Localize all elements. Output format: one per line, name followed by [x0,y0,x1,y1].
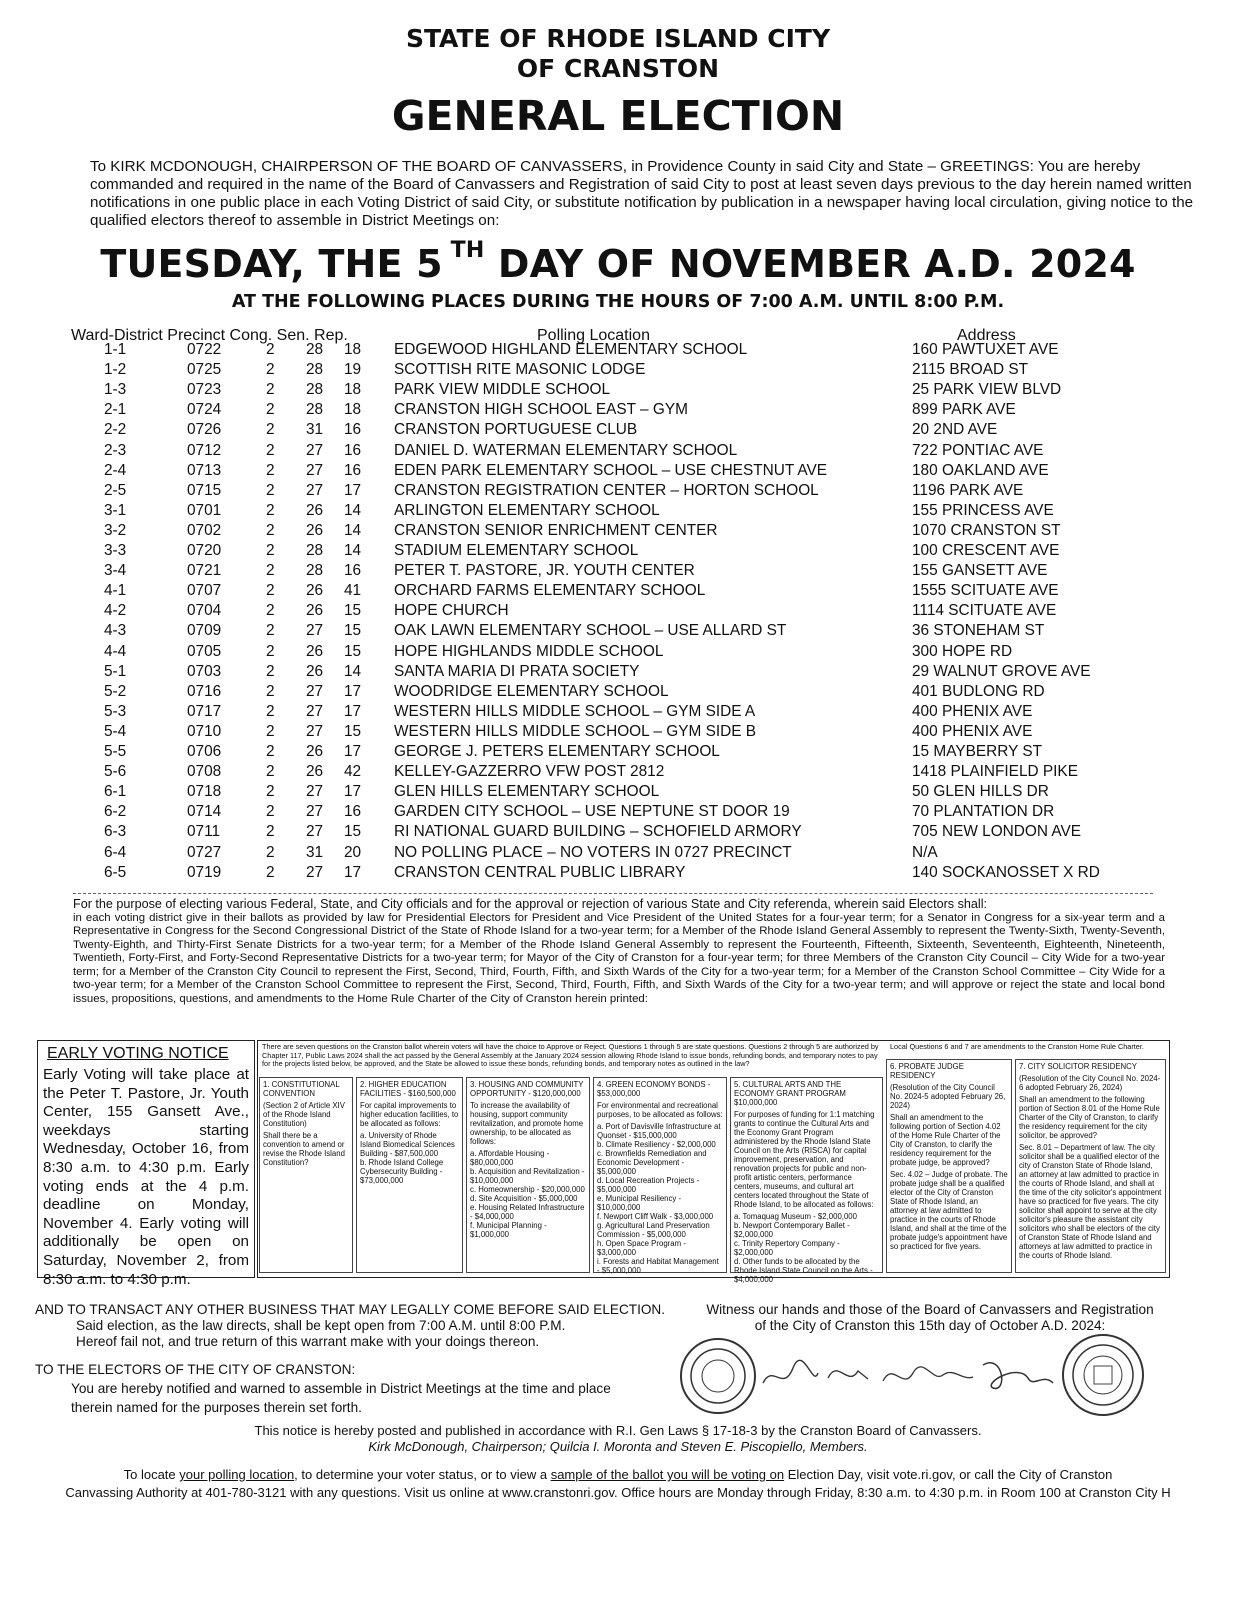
cell-cong: 2 [266,582,275,600]
cell-location: WOODRIDGE ELEMENTARY SCHOOL [394,682,669,700]
table-row [0,783,1236,803]
cell-address: 100 CRESCENT AVE [912,542,1060,559]
cell-sen: 26 [306,662,324,680]
cell-ward: 5-6 [104,763,127,781]
cell-precinct: 0713 [187,461,222,479]
cell-address: 1196 PARK AVE [912,481,1024,499]
cell-rep: 16 [344,461,362,479]
cell-ward: 3-4 [104,562,127,580]
cell-ward: 2-5 [104,481,127,499]
cell-cong: 2 [266,381,275,399]
table-row [0,401,1236,421]
purpose-intro: For the purpose of electing various Federal, State, and City officials and for the approval or rejection of various State and City referenda, wherein said Electors shall: [73,897,987,911]
cell-cong: 2 [266,722,275,740]
cell-location: GEORGE J. PETERS ELEMENTARY SCHOOL [394,743,720,760]
witness-paragraph: Witness our hands and those of the Board of Canvassers and Registration of the City of Cranston this 15th day of October A.D. 2024: [706,1302,1154,1333]
cell-cong: 2 [266,341,275,358]
cell-rep: 14 [344,662,362,680]
cell-location: EDEN PARK ELEMENTARY SCHOOL – USE CHESTNUT AVE [394,461,828,479]
cell-sen: 27 [306,481,324,499]
cell-rep: 17 [344,863,362,881]
cell-rep: 15 [344,602,362,620]
footer-info: To locate your polling location, to determine your voter status, or to view a sample of the ballot you will be voting on Election Day, visit vote.ri.gov, or call the City of Cranston Canvassing Authority at 401-780-3121 with any questions. Visit us online at www.cranstonri.gov. Office hours are Monday through Friday, 8:30 a.m. to 4:30 p.m. in Room 100 at Cranston City H [65,1467,1171,1500]
table-row [0,502,1236,522]
cell-sen: 28 [306,341,324,358]
cell-sen: 27 [306,622,324,640]
cell-location: CRANSTON HIGH SCHOOL EAST – GYM [394,401,688,419]
cell-rep: 18 [344,401,362,419]
cell-ward: 5-4 [104,722,127,740]
question-4: 4. GREEN ECONOMY BONDS - $53,000,000 For environmental and recreational purposes, to be allocated as follows: a. Port of Davisville Infrastructure at Quonset - $15,000,000 b. Climate Resiliency - $2,000,000 c. Brownfields Remediation and Economic Development - $5,000,000 d. Local Recreation Projects - $5,000,000 e. Municipal Resiliency - $10,000,000 f. Newport Cliff Walk - $3,000,000 g. Agricultural Land Preservation Commission - $5,000,000 h. Open Space Program - $3,000,000 i. Forests and Habitat Management - $5,000,000 [593,1077,727,1273]
question-2: 2. HIGHER EDUCATION FACILITIES - $160,500,000 For capital improvements to higher education facilities, to be allocated as follows: a. University of Rhode Island Biomedical Sciences Building - $87,500,000 b. Rhode Island College Cybersecurity Building - $73,000,000 [356,1077,463,1273]
cell-location: EDGEWOOD HIGHLAND ELEMENTARY SCHOOL [394,341,748,358]
cell-address: 155 PRINCESS AVE [912,501,1054,519]
cell-rep: 16 [344,562,362,580]
cell-cong: 2 [266,783,275,801]
cell-rep: 15 [344,722,362,740]
cell-sen: 27 [306,863,324,881]
table-row [0,643,1236,663]
cell-rep: 17 [344,743,362,760]
cell-precinct: 0726 [187,421,222,439]
table-row [0,522,1236,542]
cell-ward: 4-1 [104,582,127,600]
electors-paragraph: TO THE ELECTORS OF THE CITY OF CRANSTON: You are hereby notified and warned to assemble in District Meetings at the time and place therein named for the purposes therein set forth. [35,1362,611,1415]
cell-rep: 16 [344,441,362,459]
cell-precinct: 0702 [187,521,222,539]
question-item: d. Site Acquisition - $5,000,000 [470,1194,578,1203]
cell-address: 15 MAYBERRY ST [912,743,1043,760]
table-row [0,663,1236,683]
divider [73,893,1153,894]
cell-ward: 5-2 [104,682,127,700]
cell-address: 401 BUDLONG RD [912,682,1045,700]
cell-cong: 2 [266,401,275,419]
cell-address: 899 PARK AVE [912,401,1016,419]
cell-rep: 17 [344,702,362,720]
table-row [0,602,1236,622]
cell-address: 1418 PLAINFIELD PIKE [912,763,1078,781]
signatures-icon [758,1343,1058,1405]
table-row [0,482,1236,502]
question-item: d. Local Recreation Projects - $5,000,000 [597,1176,700,1194]
table-head-location: Polling Location [537,327,650,344]
table-row [0,743,1236,763]
question-item: c. Trinity Repertory Company - $2,000,000 [734,1239,840,1257]
table-row [0,381,1236,401]
cell-ward: 2-1 [104,401,127,419]
cell-precinct: 0717 [187,702,222,720]
cell-precinct: 0712 [187,441,222,459]
question-item: a. Tomaquag Museum - $2,000,000 [734,1212,857,1221]
cell-location: CRANSTON PORTUGUESE CLUB [394,421,638,439]
cell-cong: 2 [266,823,275,841]
table-row [0,864,1236,884]
cell-precinct: 0720 [187,542,222,559]
cell-location: PARK VIEW MIDDLE SCHOOL [394,381,611,399]
cell-address: 36 STONEHAM ST [912,622,1045,640]
election-date: TUESDAY, THE 5 $^{TH}$ DAY OF NOVEMBER A.D. 2024 [100,238,1136,286]
early-voting-title: EARLY VOTING NOTICE [47,1045,229,1062]
cell-address: 1555 SCITUATE AVE [912,582,1059,600]
cell-address: 140 SOCKANOSSET X RD [912,863,1100,881]
table-row [0,361,1236,381]
cell-precinct: 0708 [187,763,222,781]
cell-ward: 6-1 [104,783,127,801]
cell-address: 722 PONTIAC AVE [912,441,1044,459]
question-6: 6. PROBATE JUDGE RESIDENCY (Resolution of the City Council No. 2024-5 adopted February 26, 2024) Shall an amendment to the following portion of Section 4.02 of the Home Rule Charter of the City of Cranston, to clarify the residency requirement for the probate judge, be approved? Sec. 4.02 – Judge of probate. The probate judge shall be a qualified elector of the City of Cranston State of Rhode Island, an attorney at law admitted to practice in the courts of Rhode Island, and shall at the time of the probate judge's appointment have so practiced for five years. [886,1059,1012,1273]
cell-location: ORCHARD FARMS ELEMENTARY SCHOOL [394,582,706,600]
cell-location: GARDEN CITY SCHOOL – USE NEPTUNE ST DOOR 19 [394,803,790,821]
cell-cong: 2 [266,622,275,640]
cell-cong: 2 [266,843,275,861]
cell-precinct: 0705 [187,642,222,660]
cell-location: HOPE HIGHLANDS MIDDLE SCHOOL [394,642,664,660]
question-3: 3. HOUSING AND COMMUNITY OPPORTUNITY - $120,000,000 To increase the availability of housing, support community revitalization, and promote home ownership, to be allocated as follows: a. Affordable Housing - $80,000,000 b. Acquisition and Revitalization - $10,000,000 c. Homeownership - $20,000,000 d. Site Acquisition - $5,000,000 e. Housing Related Infrastructure - $4,000,000 f. Municipal Planning - $1,000,000 [466,1077,590,1273]
question-item: g. Agricultural Land Preservation Commission - $5,000,000 [597,1221,710,1239]
question-item: d. Other funds to be allocated by the Rhode Island State Council on the Arts - $4,000,000 [734,1257,873,1284]
cell-precinct: 0704 [187,602,222,620]
question-item: a. Port of Davisville Infrastructure at Quonset - $15,000,000 [597,1122,721,1140]
cell-ward: 3-1 [104,501,127,519]
table-row [0,442,1236,462]
cell-sen: 31 [306,843,324,861]
question-item: f. Municipal Planning - $1,000,000 [470,1221,547,1239]
table-row [0,803,1236,823]
cell-address: N/A [912,843,938,861]
cell-sen: 26 [306,501,324,519]
cell-address: 180 OAKLAND AVE [912,461,1049,479]
table-row [0,844,1236,864]
cell-ward: 1-2 [104,361,127,379]
page-title: GENERAL ELECTION [391,92,845,140]
header-line-2: OF CRANSTON [516,54,720,83]
cell-precinct: 0723 [187,381,222,399]
cell-rep: 17 [344,682,362,700]
table-row [0,723,1236,743]
cell-address: 20 2ND AVE [912,421,998,439]
cell-sen: 31 [306,421,324,439]
cell-address: 705 NEW LONDON AVE [912,823,1082,841]
cell-rep: 20 [344,843,362,861]
question-item: b. Rhode Island College Cybersecurity Building - $73,000,000 [360,1158,444,1185]
question-item: h. Open Space Program - $3,000,000 [597,1239,686,1257]
cell-ward: 4-2 [104,602,127,620]
cell-rep: 17 [344,783,362,801]
polling-location-link[interactable]: your polling location [179,1467,295,1482]
cell-cong: 2 [266,421,275,439]
cell-rep: 14 [344,521,362,539]
cell-address: 160 PAWTUXET AVE [912,341,1059,358]
cell-sen: 27 [306,803,324,821]
table-row [0,421,1236,441]
cell-ward: 5-3 [104,702,127,720]
table-row [0,462,1236,482]
question-item: b. Newport Contemporary Ballet - $2,000,000 [734,1221,850,1239]
cell-precinct: 0706 [187,743,222,760]
question-item: b. Acquisition and Revitalization - $10,000,000 [470,1167,585,1185]
cell-cong: 2 [266,361,275,379]
cell-address: 2115 BROAD ST [912,361,1029,379]
table-head-left: Ward-District Precinct Cong. Sen. Rep. [71,327,348,344]
cell-precinct: 0719 [187,863,222,881]
cell-rep: 15 [344,823,362,841]
cell-sen: 27 [306,783,324,801]
cell-rep: 18 [344,381,362,399]
cell-ward: 6-3 [104,823,127,841]
cell-rep: 41 [344,582,362,600]
cell-ward: 1-3 [104,381,127,399]
cell-precinct: 0709 [187,622,222,640]
cell-location: SCOTTISH RITE MASONIC LODGE [394,361,646,379]
cell-sen: 27 [306,823,324,841]
question-5: 5. CULTURAL ARTS AND THE ECONOMY GRANT PROGRAM $10,000,000 For purposes of funding for 1:1 matching grants to continue the Cultural Arts and the Economy Grant Program administered by the Rhode Island State Council on the Arts (RISCA) for capital improvement, preservation, and renovation projects for public and non-profit artistic centers, performance centers, museums, and cultural art centers located throughout the State of Rhode Island, to be allocated as follows: a. Tomaquag Museum - $2,000,000 b. Newport Contemporary Ballet - $2,000,000 c. Trinity Repertory Company - $2,000,000 d. Other funds to be allocated by the Rhode Island State Council on the Arts - $4,000,000 [730,1077,883,1273]
cell-precinct: 0718 [187,783,222,801]
question-7: 7. CITY SOLICITOR RESIDENCY (Resolution of the City Council No. 2024-6 adopted February 26, 2024) Shall an amendment to the following portion of Section 8.01 of the Home Rule Charter of the City of Cranston, to clarify the residency requirement for the city solicitor, be approved? Sec. 8.01 – Department of law. The city solicitor shall be a qualified elector of the city of Cranston State of Rhode Island, an attorney at law admitted to practice in the courts of Rhode Island, and shall at the time of the city solicitor's appointment have so practiced for five years. The city solicitor shall appoint to serve at the city solicitor's pleasure the assistant city solicitors who shall be electors of the city of Cranston State of Rhode Island and attorneys at law admitted to practice in the courts of Rhode Island. [1015,1059,1166,1273]
cell-rep: 19 [344,361,362,379]
cell-address: 400 PHENIX AVE [912,702,1033,720]
cell-precinct: 0715 [187,481,222,499]
cell-sen: 26 [306,642,324,660]
cell-sen: 26 [306,602,324,620]
cell-cong: 2 [266,562,275,580]
cell-location: KELLEY-GAZZERRO VFW POST 2812 [394,763,665,781]
cell-rep: 17 [344,481,362,499]
cell-sen: 28 [306,361,324,379]
question-item: a. Affordable Housing - $80,000,000 [470,1149,550,1167]
cell-cong: 2 [266,461,275,479]
question-item: c. Homeownership - $20,000,000 [470,1185,585,1194]
cell-sen: 27 [306,461,324,479]
cell-ward: 4-4 [104,642,127,660]
table-row [0,341,1236,361]
cell-sen: 27 [306,722,324,740]
cell-precinct: 0707 [187,582,222,600]
cell-location: WESTERN HILLS MIDDLE SCHOOL – GYM SIDE A [394,702,756,720]
cell-cong: 2 [266,863,275,881]
ballot-questions-box [257,1040,1170,1284]
cell-cong: 2 [266,441,275,459]
cell-cong: 2 [266,803,275,821]
question-item: i. Forests and Habitat Management - $5,000,000 [597,1257,719,1275]
table-row [0,763,1236,783]
cell-sen: 26 [306,743,324,760]
local-questions-intro: Local Questions 6 and 7 are amendments to the Cranston Home Rule Charter. [890,1042,1144,1051]
cell-precinct: 0710 [187,722,222,740]
cell-cong: 2 [266,682,275,700]
cell-address: 1070 CRANSTON ST [912,521,1061,539]
city-seal-icon [1062,1334,1144,1416]
cell-rep: 18 [344,341,362,358]
question-item: c. Brownfields Remediation and Economic Development - $5,000,000 [597,1149,707,1176]
cell-sen: 27 [306,702,324,720]
cell-location: WESTERN HILLS MIDDLE SCHOOL – GYM SIDE B [394,722,757,740]
cell-location: NO POLLING PLACE – NO VOTERS IN 0727 PRECINCT [394,843,792,861]
cell-precinct: 0714 [187,803,222,821]
cell-precinct: 0701 [187,501,222,519]
table-row [0,683,1236,703]
table-row [0,622,1236,642]
cell-precinct: 0721 [187,562,222,580]
cell-precinct: 0711 [187,823,221,841]
table-row [0,703,1236,723]
cell-ward: 3-3 [104,542,127,559]
cell-location: GLEN HILLS ELEMENTARY SCHOOL [394,783,660,801]
cell-location: DANIEL D. WATERMAN ELEMENTARY SCHOOL [394,441,738,459]
cell-location: SANTA MARIA DI PRATA SOCIETY [394,662,640,680]
table-row [0,582,1236,602]
cell-cong: 2 [266,501,275,519]
cell-precinct: 0725 [187,361,222,379]
cell-ward: 6-5 [104,863,127,881]
cell-rep: 14 [344,501,362,519]
cell-rep: 16 [344,803,362,821]
question-item: a. University of Rhode Island Biomedical Sciences Building - $87,500,000 [360,1131,455,1158]
table-row [0,562,1236,582]
cell-cong: 2 [266,602,275,620]
cell-ward: 3-2 [104,521,127,539]
cell-sen: 26 [306,763,324,781]
cell-address: 50 GLEN HILLS DR [912,783,1049,801]
cell-ward: 4-3 [104,622,127,640]
cell-cong: 2 [266,743,275,760]
cell-location: CRANSTON REGISTRATION CENTER – HORTON SCHOOL [394,481,819,499]
transact-paragraph: AND TO TRANSACT ANY OTHER BUSINESS THAT MAY LEGALLY COME BEFORE SAID ELECTION. Said election, as the law directs, shall be kept open from 7:00 A.M. until 8:00 P.M. Hereof fail not, and true return of this warrant make with your doings thereon. [35,1302,666,1349]
cell-precinct: 0724 [187,401,222,419]
cell-sen: 28 [306,542,324,559]
question-item: f. Newport Cliff Walk - $3,000,000 [597,1212,714,1221]
purpose-paragraph [73,898,1165,1006]
cell-address: 1114 SCITUATE AVE [912,602,1057,620]
cell-rep: 14 [344,542,362,559]
cell-sen: 28 [306,381,324,399]
early-voting-text: Early Voting will take place at the Peter T. Pastore, Jr. Youth Center, 155 Gansett Ave., weekdays starting Wednesday, October 16, from 8:30 a.m. to 4:30 p.m. Early voting ends at the 4 p.m. deadline on Monday, November 4. Early voting will additionally be open on Saturday, November 2, from 8:30 a.m. to 4:30 p.m. [43,1066,249,1288]
cell-cong: 2 [266,642,275,660]
cell-location: CRANSTON SENIOR ENRICHMENT CENTER [394,521,718,539]
cell-location: ARLINGTON ELEMENTARY SCHOOL [394,501,660,519]
early-voting-box [37,1040,255,1288]
cell-location: STADIUM ELEMENTARY SCHOOL [394,542,639,559]
header-line-1: STATE OF RHODE ISLAND CITY [405,24,831,53]
cell-location: PETER T. PASTORE, JR. YOUTH CENTER [394,562,695,580]
polling-hours: AT THE FOLLOWING PLACES DURING THE HOURS OF 7:00 A.M. UNTIL 8:00 P.M. [231,292,1005,312]
cell-cong: 2 [266,521,275,539]
cell-cong: 2 [266,542,275,559]
cell-precinct: 0722 [187,341,222,358]
cell-rep: 42 [344,763,362,781]
cell-rep: 15 [344,622,362,640]
sample-ballot-link[interactable]: sample of the ballot you will be voting on [550,1467,785,1482]
cell-address: 155 GANSETT AVE [912,562,1048,580]
cell-precinct: 0727 [187,843,222,861]
cell-address: 25 PARK VIEW BLVD [912,381,1062,399]
cell-rep: 16 [344,421,362,439]
question-item: e. Housing Related Infrastructure - $4,000,000 [470,1203,585,1221]
cell-ward: 5-1 [104,662,127,680]
greeting-paragraph: To KIRK MCDONOUGH, CHAIRPERSON OF THE BOARD OF CANVASSERS, in Providence County in said City and State – GREETINGS: You are hereby commanded and required in the name of the Board of Canvassers and Registration of said City to post at least seven days previous to the day herein named written notifications in one public place in each Voting District of said City, or substitute notification by publication in a newspaper having local circulation, giving notice to the qualified electors thereof to assemble in District Meetings on: [90,158,1194,229]
cell-sen: 28 [306,401,324,419]
question-item: e. Municipal Resiliency - $10,000,000 [597,1194,682,1212]
cell-ward: 1-1 [104,341,127,358]
question-1: 1. CONSTITUTIONAL CONVENTION (Section 2 of Article XIV of the Rhode Island Constitution) Shall there be a convention to amend or revise the Rhode Island Constitution? [259,1077,353,1273]
cell-ward: 5-5 [104,743,127,760]
cell-location: CRANSTON CENTRAL PUBLIC LIBRARY [394,863,686,881]
cell-ward: 6-4 [104,843,127,861]
cell-cong: 2 [266,702,275,720]
cell-address: 70 PLANTATION DR [912,803,1055,821]
cell-cong: 2 [266,481,275,499]
cell-location: OAK LAWN ELEMENTARY SCHOOL – USE ALLARD ST [394,622,787,640]
cell-ward: 2-3 [104,441,127,459]
cell-location: RI NATIONAL GUARD BUILDING – SCHOFIELD ARMORY [394,823,802,841]
cell-sen: 26 [306,521,324,539]
question-item: b. Climate Resiliency - $2,000,000 [597,1140,716,1149]
purpose-body: in each voting district give in their ballots as provided by law for Presidential Electors for President and Vice President of the United States for a four-year term; for a Senator in Congress for a six-year term and a Representative in Congress for the Second Congressional District of the State of Rhode Island for a two-year term; for a Member of the Rhode Island General Assembly to represent the Twenty-Sixth, Twenty-Seventh, Twenty-Eighth, and Thirty-First Senate Districts for a two-year term; for a Member of the Rhode Island General Assembly to represent the Fourteenth, Fifteenth, Sixteenth, Seventeenth, Eighteenth, Nineteenth, Twentieth, Forty-First, and Forty-Second Representative Districts for a two-year term; for Mayor of the City of Cranston for a four-year term; for three Members of the Cranston City Council – City Wide for a two-year term; for a Member of the Cranston City Council to represent the First, Second, Third, Fourth, Fifth, and Sixth Wards of the City for a two-year term; for a Member of the Cranston School Committee – City Wide for a two-year term; for a Member of the Cranston School Committee to represent the First, Second, Third, Fourth, Fifth, and Sixth Wards of the City for a two-year term; and will approve or reject the state and local bond issues, propositions, questions, and amendments to the Home Rule Charter of the City of Cranston herein printed: [73,911,1165,1005]
cell-precinct: 0703 [187,662,222,680]
cell-sen: 28 [306,562,324,580]
cell-address: 29 WALNUT GROVE AVE [912,662,1091,680]
posting-notice: This notice is hereby posted and published in accordance with R.I. Gen Laws § 17-18-3 by the Cranston Board of Canvassers. Kirk McDonough, Chairperson; Quilcia I. Moronta and Steven E. Piscopiello, Members. [254,1423,982,1454]
table-row [0,823,1236,843]
cell-sen: 27 [306,682,324,700]
cell-address: 300 HOPE RD [912,642,1013,660]
cell-ward: 2-2 [104,421,127,439]
questions-intro: There are seven questions on the Cranston ballot wherein voters will have the choice to Approve or Reject. Questions 1 through 5 are state questions. Questions 2 through 5 are authorized by Chapter 117, Public Laws 2024 shall the act passed by the General Assembly at the January 2024 session allowing Rhode Island to issue bonds, refunding bonds, and temporary notes to pay for the projects listed below, be approved, and the State be allowed to issue these bonds, refunding bonds, and temporary notes as outlined in the law? [262,1042,879,1069]
table-row [0,542,1236,562]
cell-sen: 26 [306,582,324,600]
cell-sen: 27 [306,441,324,459]
table-head-address: Address [957,327,1016,344]
cell-rep: 15 [344,642,362,660]
cell-cong: 2 [266,763,275,781]
cell-ward: 2-4 [104,461,127,479]
cell-address: 400 PHENIX AVE [912,722,1033,740]
board-seal-icon [680,1338,756,1414]
cell-cong: 2 [266,662,275,680]
cell-ward: 6-2 [104,803,127,821]
cell-location: HOPE CHURCH [394,602,509,620]
cell-precinct: 0716 [187,682,222,700]
